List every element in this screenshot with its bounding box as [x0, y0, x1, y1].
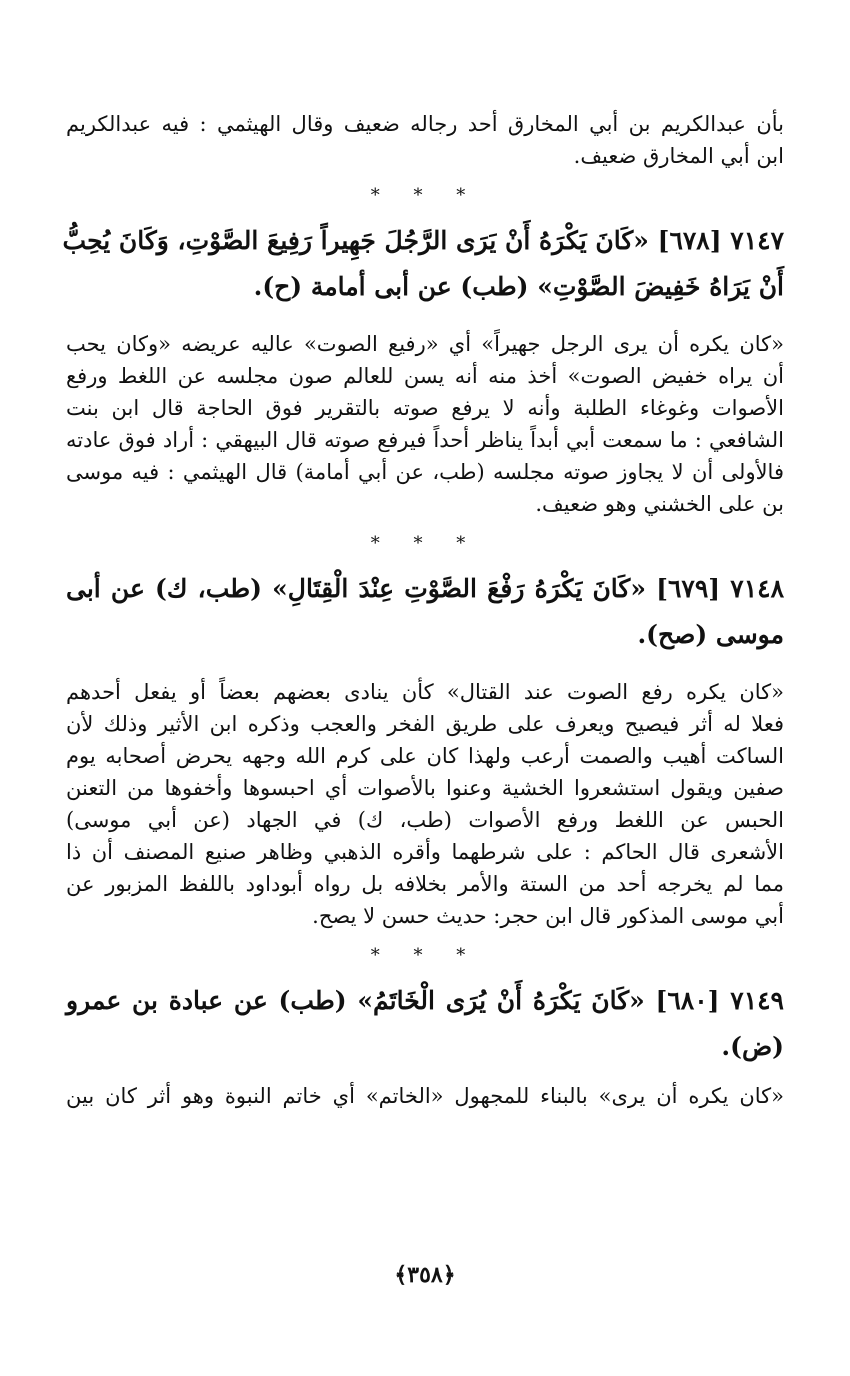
- text-line: بأن عبدالكريم بن أبي المخارق أحد رجاله ضعيف وقال الهيثمي : فيه عبدالكريم: [66, 112, 784, 136]
- text-line: «كان يكره أن يرى الرجل جهيراً» أي «رفيع الصوت» عاليه عريضه «وكان يحب: [66, 332, 784, 356]
- commentary-7149: [66, 1080, 784, 1112]
- hadith-line: أَنْ يَرَاهُ خَفِيضَ الصَّوْتِ» (طب) عن أبى أمامة (ح).: [253, 272, 784, 301]
- text-line: فالأولى أن لا يجاوز صوته مجلسه (طب، عن أبي أمامة) قال الهيثمي : فيه موسى: [66, 460, 784, 484]
- hadith-7147: [62, 218, 784, 310]
- section-separator: * * *: [370, 533, 480, 554]
- hadith-line: موسى (صح).: [637, 620, 784, 649]
- text-line: أن يراه خفيض الصوت» أخذ منه أنه يسن للعالم صون مجلسه عن اللغط ورفع: [66, 364, 784, 388]
- text-line: «كان يكره رفع الصوت عند القتال» كأن ينادى بعضهم بعضاً أو يفعل أحدهم: [66, 680, 784, 704]
- page-number: ﴿٣٥٨﴾: [394, 1262, 456, 1288]
- text-line: فعلا له أثر فيصيح ويعرف على طريق الفخر والعجب وذكره ابن الأثير وذلك لأن: [66, 712, 784, 736]
- hadith-7148: [66, 566, 784, 658]
- commentary-7148: [66, 676, 784, 932]
- text-line: «كان يكره أن يرى» بالبناء للمجهول «الخاتم» أي خاتم النبوة وهو أثر كان بين: [66, 1084, 784, 1108]
- text-line: أبي موسى المذكور قال ابن حجر: حديث حسن لا يصح.: [312, 904, 784, 928]
- section-separator: * * *: [370, 185, 480, 206]
- hadith-line: (ض).: [721, 1032, 784, 1061]
- hadith-line: ٧١٤٩ [٦٨٠] «كَانَ يَكْرَهُ أَنْ يُرَى الْخَاتَمُ» (طب) عن عبادة بن عمرو: [66, 986, 784, 1015]
- hadith-line: ٧١٤٨ [٦٧٩] «كَانَ يَكْرَهُ رَفْعَ الصَّوْتِ عِنْدَ الْقِتَالِ» (طب، ك) عن أبى: [66, 574, 784, 603]
- section-separator: * * *: [370, 945, 480, 966]
- text-line: الأصوات وغوغاء الطلبة وأنه لا يرفع صوته بالتقرير فوق الحاجة قال ابن بنت: [66, 396, 784, 420]
- text-line: ابن أبي المخارق ضعيف.: [573, 144, 784, 168]
- hadith-7149: [66, 978, 784, 1070]
- text-line: الساكت أهيب والصمت أرعب ولهذا كان على كرم الله وجهه يحرض أصحابه يوم: [66, 744, 784, 768]
- top-commentary: [66, 108, 784, 172]
- text-line: الحبس عن اللغط ورفع الأصوات (طب، ك) في الجهاد (عن أبي موسى): [66, 808, 784, 832]
- commentary-7147: [66, 328, 784, 520]
- text-line: الأشعرى قال الحاكم : على شرطهما وأقره الذهبي وظاهر صنيع المصنف أن ذا: [66, 840, 784, 864]
- text-line: صفين ويقول استشعروا الخشية وعنوا بالأصوات أي احبسوها وأخفوها من التعنن: [66, 776, 784, 800]
- text-line: بن على الخشني وهو ضعيف.: [535, 492, 784, 516]
- hadith-line: ٧١٤٧ [٦٧٨] «كَانَ يَكْرَهُ أَنْ يَرَى الرَّجُلَ جَهِيراً رَفِيعَ الصَّوْتِ، وَكَانَ يُحِبُّ: [62, 226, 784, 255]
- text-line: مما لم يخرجه أحد من الستة والأمر بخلافه بل رواه أبوداود باللفظ المزبور عن: [66, 872, 784, 896]
- text-line: الشافعي : ما سمعت أبي أبداً يناظر أحداً فيرفع صوته قال البيهقي : أراد فوق عادته: [66, 428, 784, 452]
